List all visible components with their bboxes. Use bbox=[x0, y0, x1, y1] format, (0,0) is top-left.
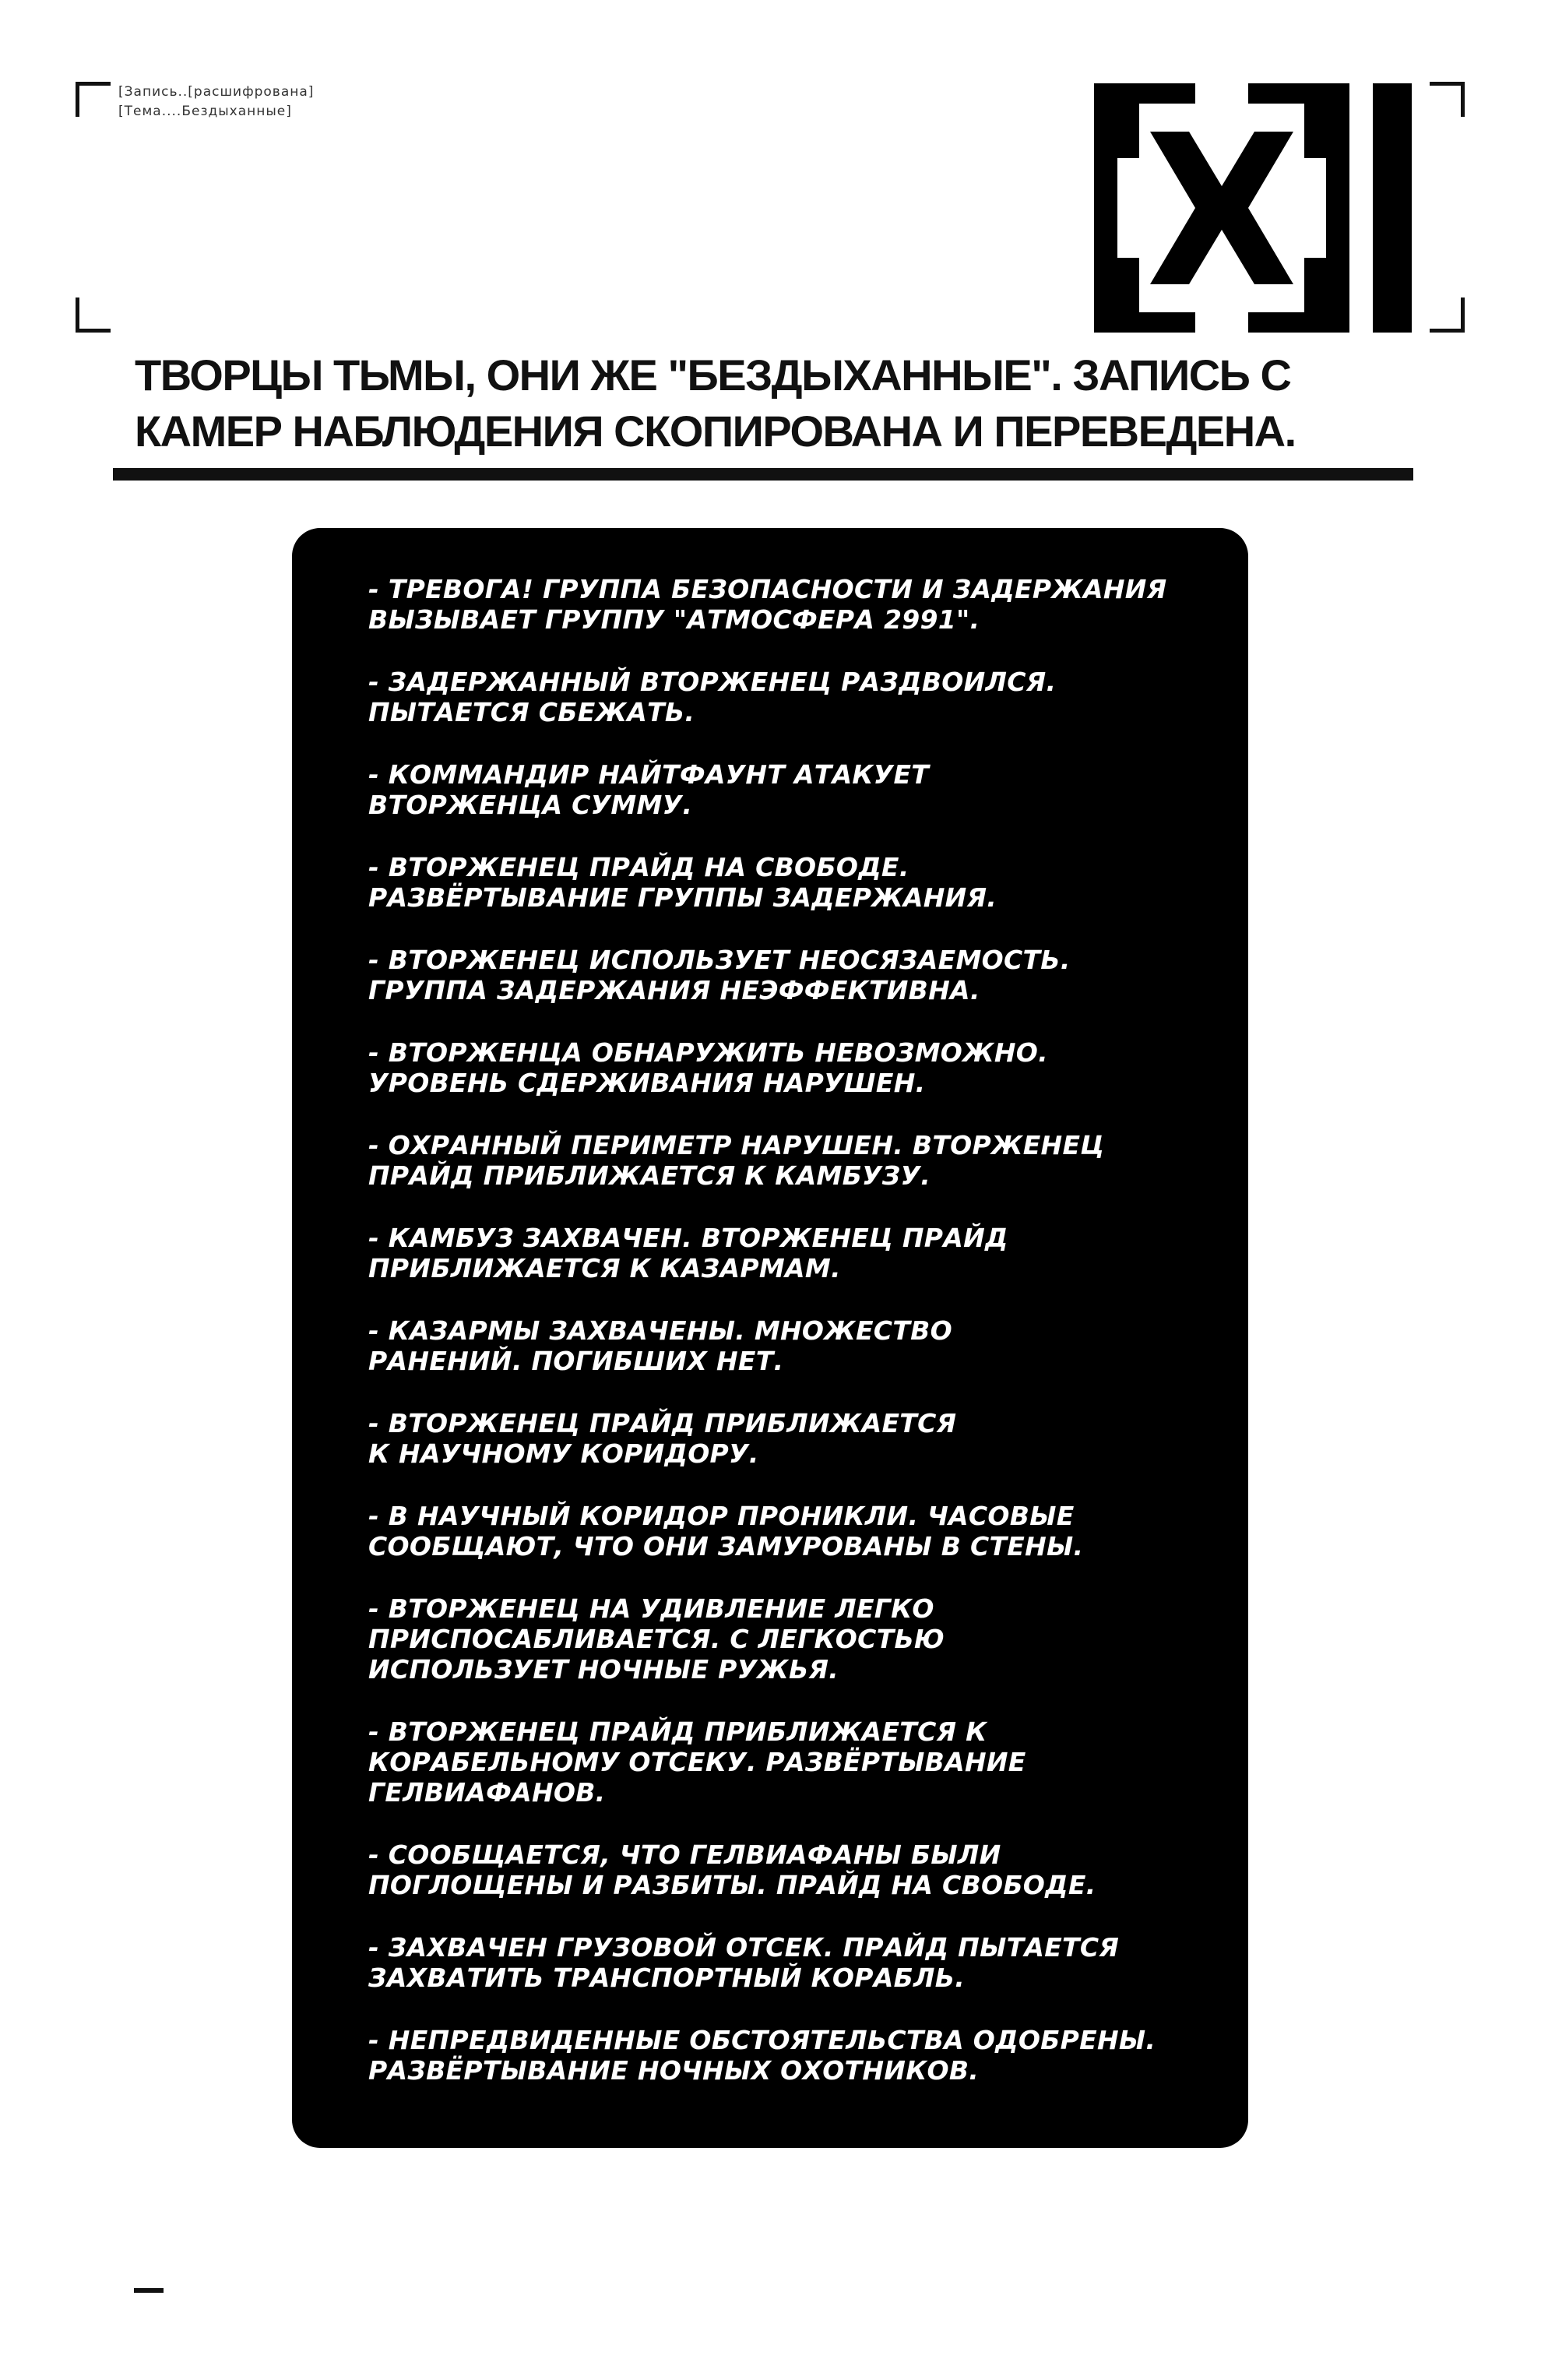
transcript-line: ПЫТАЕТСЯ СБЕЖАТЬ. bbox=[368, 697, 695, 727]
transcript-entry bbox=[368, 759, 1209, 820]
transcript-entry bbox=[368, 1932, 1209, 1993]
transcript-entry bbox=[368, 945, 1209, 1005]
record-meta-subject: [Тема....Бездыханные] bbox=[118, 104, 292, 119]
transcript-line: - ВТОРЖЕНЕЦ ПРАЙД НА СВОБОДЕ. bbox=[368, 852, 909, 882]
transcript-line: - ВТОРЖЕНЦА ОБНАРУЖИТЬ НЕВОЗМОЖНО. bbox=[368, 1037, 1048, 1068]
transcript-line: К НАУЧНОМУ КОРИДОРУ. bbox=[368, 1438, 759, 1469]
transcript-entry bbox=[368, 1716, 1209, 1808]
transcript-line: ЗАХВАТИТЬ ТРАНСПОРТНЫЙ КОРАБЛЬ. bbox=[368, 1963, 966, 1993]
transcript-entry bbox=[368, 574, 1209, 635]
transcript-entry bbox=[368, 2025, 1209, 2086]
transcript-line: СООБЩАЮТ, ЧТО ОНИ ЗАМУРОВАНЫ В СТЕНЫ. bbox=[368, 1531, 1084, 1561]
transcript-line: - ВТОРЖЕНЕЦ ПРАЙД ПРИБЛИЖАЕТСЯ bbox=[368, 1408, 957, 1438]
transcript-log bbox=[368, 574, 1209, 2118]
record-meta bbox=[118, 83, 314, 121]
transcript-entry bbox=[368, 1130, 1209, 1191]
transcript-line: ПРИБЛИЖАЕТСЯ К КАЗАРМАМ. bbox=[368, 1253, 841, 1283]
transcript-line: ПРИСПОСАБЛИВАЕТСЯ. С ЛЕГКОСТЬЮ bbox=[368, 1624, 945, 1654]
title-divider bbox=[113, 468, 1413, 481]
transcript-line: РАЗВЁРТЫВАНИЕ ГРУППЫ ЗАДЕРЖАНИЯ. bbox=[368, 882, 997, 913]
page-title-line-1: ТВОРЦЫ ТЬМЫ, ОНИ ЖЕ "БЕЗДЫХАННЫЕ". ЗАПИСЬ С bbox=[135, 350, 1291, 400]
transcript-line: - ЗАХВАЧЕН ГРУЗОВОЙ ОТСЕК. ПРАЙД ПЫТАЕТСЯ bbox=[368, 1932, 1120, 1963]
transcript-line: УРОВЕНЬ СДЕРЖИВАНИЯ НАРУШЕН. bbox=[368, 1068, 926, 1098]
transcript-line: - НЕПРЕДВИДЕННЫЕ ОБСТОЯТЕЛЬСТВА ОДОБРЕНЫ. bbox=[368, 2025, 1156, 2055]
transcript-line: - КАЗАРМЫ ЗАХВАЧЕНЫ. МНОЖЕСТВО bbox=[368, 1315, 952, 1346]
transcript-line: ГРУППА ЗАДЕРЖАНИЯ НЕЭФФЕКТИВНА. bbox=[368, 975, 980, 1005]
transcript-line: - ТРЕВОГА! ГРУППА БЕЗОПАСНОСТИ И ЗАДЕРЖАНИЯ bbox=[368, 574, 1167, 604]
transcript-line: ВТОРЖЕНЦА СУММУ. bbox=[368, 790, 693, 820]
transcript-entry bbox=[368, 1501, 1209, 1561]
transcript-entry bbox=[368, 1315, 1209, 1376]
transcript-line: - КОММАНДИР НАЙТФАУНТ АТАКУЕТ bbox=[368, 759, 930, 790]
transcript-line: РАЗВЁРТЫВАНИЕ НОЧНЫХ ОХОТНИКОВ. bbox=[368, 2055, 980, 2086]
frame-corner-bottom-left bbox=[76, 298, 111, 333]
transcript-line: - КАМБУЗ ЗАХВАЧЕН. ВТОРЖЕНЕЦ ПРАЙД bbox=[368, 1223, 1008, 1253]
transcript-line: - СООБЩАЕТСЯ, ЧТО ГЕЛВИАФАНЫ БЫЛИ bbox=[368, 1840, 1001, 1870]
frame-corner-top-right bbox=[1430, 82, 1465, 117]
transcript-entry bbox=[368, 852, 1209, 913]
transcript-entry bbox=[368, 1037, 1209, 1098]
page-title bbox=[135, 347, 1443, 459]
frame-corner-bottom-right bbox=[1430, 298, 1465, 333]
transcript-entry bbox=[368, 1840, 1209, 1900]
transcript-line: - В НАУЧНЫЙ КОРИДОР ПРОНИКЛИ. ЧАСОВЫЕ bbox=[368, 1501, 1075, 1531]
bracketed-x-logo-icon bbox=[1094, 83, 1412, 333]
transcript-line: ПРАЙД ПРИБЛИЖАЕТСЯ К КАМБУЗУ. bbox=[368, 1160, 931, 1191]
page-title-line-2: КАМЕР НАБЛЮДЕНИЯ СКОПИРОВАНА И ПЕРЕВЕДЕНА. bbox=[135, 407, 1296, 456]
transcript-entry bbox=[368, 1223, 1209, 1283]
transcript-line: ПОГЛОЩЕНЫ И РАЗБИТЫ. ПРАЙД НА СВОБОДЕ. bbox=[368, 1870, 1096, 1900]
transcript-line: ИСПОЛЬЗУЕТ НОЧНЫЕ РУЖЬЯ. bbox=[368, 1654, 839, 1685]
transcript-line: - ВТОРЖЕНЕЦ ИСПОЛЬЗУЕТ НЕОСЯЗАЕМОСТЬ. bbox=[368, 945, 1071, 975]
transcript-line: ВЫЗЫВАЕТ ГРУППУ "АТМОСФЕРА 2991". bbox=[368, 604, 980, 635]
transcript-entry bbox=[368, 1408, 1209, 1469]
transcript-entry bbox=[368, 667, 1209, 727]
transcript-line: КОРАБЕЛЬНОМУ ОТСЕКУ. РАЗВЁРТЫВАНИЕ bbox=[368, 1747, 1026, 1777]
page-marker bbox=[134, 2288, 164, 2293]
transcript-line: - ВТОРЖЕНЕЦ НА УДИВЛЕНИЕ ЛЕГКО bbox=[368, 1593, 934, 1624]
transcript-entry bbox=[368, 1593, 1209, 1685]
record-meta-status: [Запись..[расшифрована] bbox=[118, 84, 315, 100]
transcript-line: ГЕЛВИАФАНОВ. bbox=[368, 1777, 606, 1808]
transcript-line: - ВТОРЖЕНЕЦ ПРАЙД ПРИБЛИЖАЕТСЯ К bbox=[368, 1716, 987, 1747]
transcript-line: РАНЕНИЙ. ПОГИБШИХ НЕТ. bbox=[368, 1346, 784, 1376]
frame-corner-top-left bbox=[76, 82, 111, 117]
transcript-line: - ОХРАННЫЙ ПЕРИМЕТР НАРУШЕН. ВТОРЖЕНЕЦ bbox=[368, 1130, 1105, 1160]
transcript-line: - ЗАДЕРЖАННЫЙ ВТОРЖЕНЕЦ РАЗДВОИЛСЯ. bbox=[368, 667, 1057, 697]
